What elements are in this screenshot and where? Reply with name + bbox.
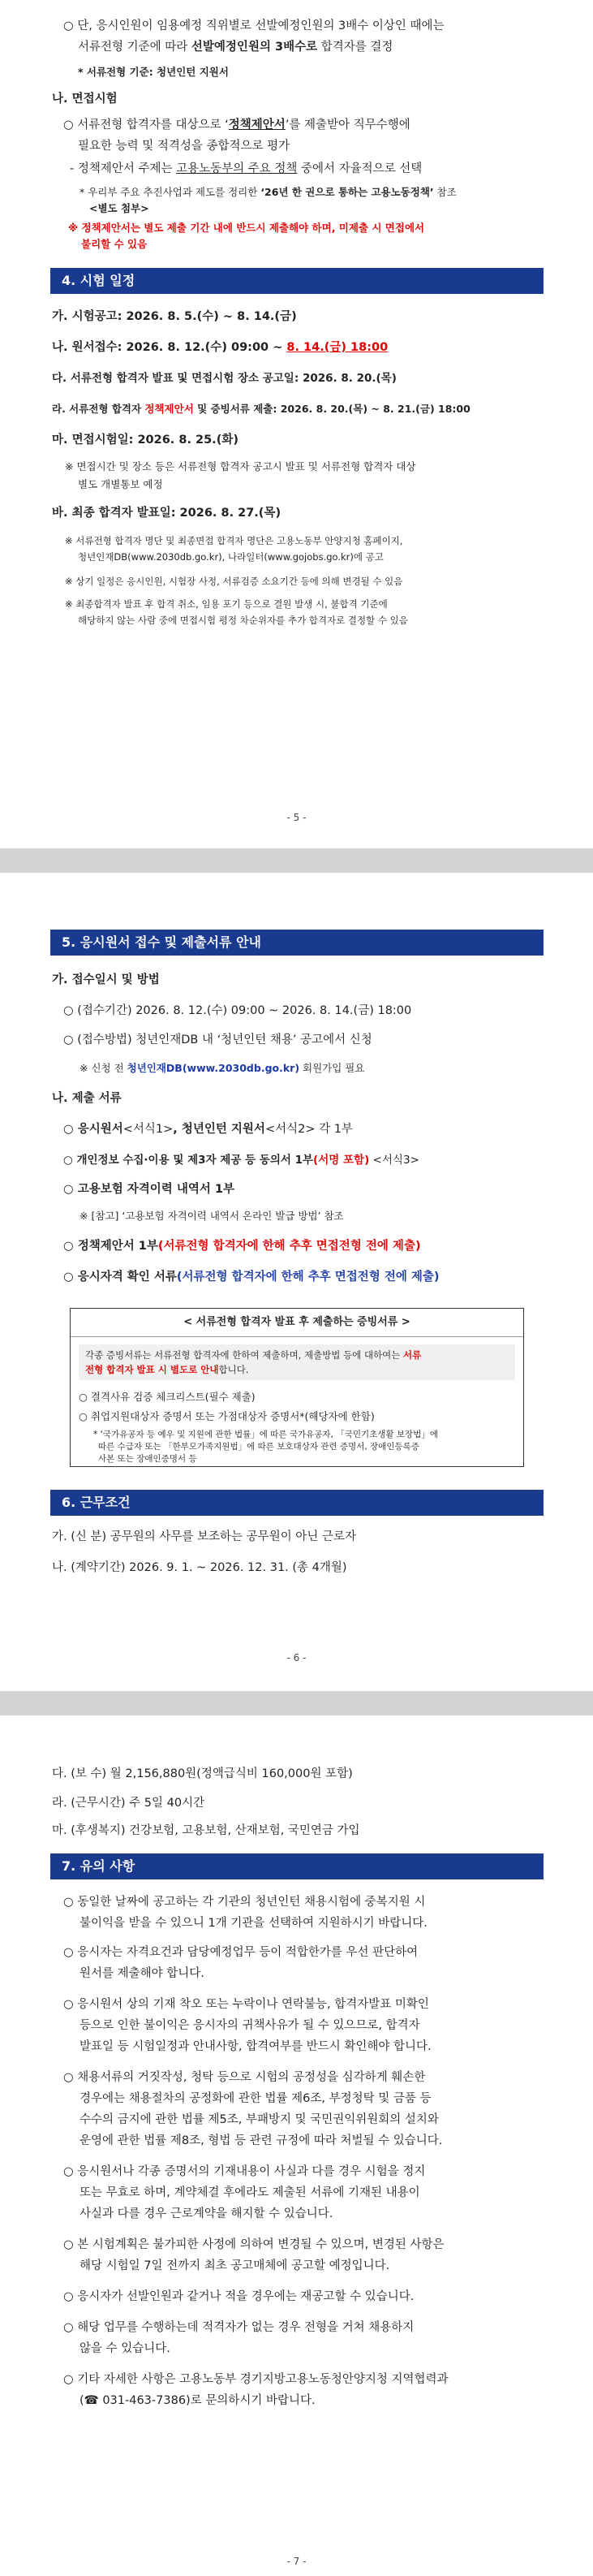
box-note: * ‘국가유공자 등 예우 및 지원에 관한 법률」에 따른 국가유공자, 「국민기초생활 보장법」에 xyxy=(93,1430,438,1439)
notice-item: 경우에는 채용절차의 공정화에 관한 법률 제6조, 부정청탁 및 금품 등 xyxy=(79,2092,432,2105)
box-note: 따른 수급자 또는 「한부모가족지원법」에 따른 보호대상자 관련 증명서, 장애인등록증 xyxy=(98,1442,419,1452)
box-note: 사본 또는 장애인증명서 등 xyxy=(98,1454,197,1464)
bullet-text: ○ 고용보험 자격이력 내역서 1부 xyxy=(63,1183,235,1196)
notice-item: 발표일 등 시험일정과 안내사항, 합격여부를 반드시 확인해야 합니다. xyxy=(79,2040,432,2053)
schedule-item: 나. 원서접수: 2026. 8. 12.(수) 09:00 ~ 8. 14.(금) 18:00 xyxy=(52,341,389,354)
page-7 xyxy=(0,1715,593,2576)
bullet-text: ○ (접수기간) 2026. 8. 12.(수) 09:00 ~ 2026. 8. 14.(금) 18:00 xyxy=(63,1004,412,1017)
box-item: ○ 취업지원대상자 증명서 또는 가점대상자 증명서*(해당자에 한함) xyxy=(79,1410,375,1422)
note-text: 청년인재DB(www.2030db.go.kr), 나라일터(www.gojobs.go.kr)에 공고 xyxy=(78,551,384,563)
box-item: ○ 결격사유 검증 체크리스트(필수 제출) xyxy=(79,1391,256,1403)
notice-item: 해당 시험일 7일 전까지 최초 공고매체에 공고할 예정입니다. xyxy=(79,2259,390,2272)
notice-item: ○ 응시원서 상의 기재 착오 또는 누락이나 연락불능, 합격자발표 미확인 xyxy=(63,1998,429,2011)
note-text: ※ 신청 전 청년인재DB(www.2030db.go.kr) 회원가입 필요 xyxy=(79,1062,365,1074)
schedule-item: 다. 서류전형 합격자 발표 및 면접시험 장소 공고일: 2026. 8. 20.(목) xyxy=(52,372,397,385)
page-5 xyxy=(0,0,593,848)
bullet-text: ○ 응시자격 확인 서류(서류전형 합격자에 한해 추후 면접전형 전에 제출) xyxy=(63,1271,440,1284)
notice-item: 또는 무효로 하며, 계약체결 후에라도 제출된 서류에 기재된 내용이 xyxy=(79,2186,420,2199)
bullet-text: ○ 개인정보 수집·이용 및 제3자 제공 등 동의서 1부(서명 포함) <서식3> xyxy=(63,1154,419,1167)
page-number: - 7 - xyxy=(286,2556,307,2567)
notice-item: 수수의 금지에 관한 법률 제5조, 부패방지 및 국민권익위원회의 설치와 xyxy=(79,2113,439,2126)
note-text: 해당하지 않는 사람 중에 면접시험 평정 차순위자를 추가 합격자로 결정할 수 있음 xyxy=(78,615,408,626)
notice-item: 사실과 다를 경우 근로계약을 해지할 수 있습니다. xyxy=(79,2207,333,2220)
notice-item: ○ 응시자는 자격요건과 담당예정업무 등이 적합한가를 우선 판단하여 xyxy=(63,1946,419,1959)
schedule-item: 마. 면접시험일: 2026. 8. 25.(화) xyxy=(52,434,238,447)
condition-item: 라. (근무시간) 주 5일 40시간 xyxy=(52,1797,205,1810)
notice-item: ○ 해당 업무를 수행하는데 적격자가 없는 경우 전형을 거쳐 채용하지 xyxy=(63,2321,415,2334)
bullet-text: ○ 서류전형 합격자를 대상으로 ‘정책제안서’를 제출받아 직무수행에 xyxy=(63,119,410,132)
bullet-text: ○ 단, 응시인원이 임용예정 직위별로 선발예정인원의 3배수 이상인 때에는 xyxy=(63,19,445,32)
notice-item: 불이익을 받을 수 있으니 1개 기관을 선택하여 지원하시기 바랍니다. xyxy=(79,1917,428,1930)
bullet-text: - 정책제안서 주제는 고용노동부의 주요 정책 중에서 자율적으로 선택 xyxy=(70,162,423,175)
section-7-header: 7. 유의 사항 xyxy=(50,1853,544,1879)
schedule-item: 가. 시험공고: 2026. 8. 5.(수) ~ 8. 14.(금) xyxy=(52,310,297,323)
note-text: ※ [참고] ‘고용보험 자격이력 내역서 온라인 발급 방법’ 참조 xyxy=(79,1210,344,1222)
condition-item: 마. (후생복지) 건강보험, 고용보험, 산재보험, 국민연금 가입 xyxy=(52,1824,360,1837)
page-number: - 6 - xyxy=(286,1652,307,1663)
page-number: - 5 - xyxy=(286,812,307,823)
condition-item: 다. (보 수) 월 2,156,880원(정액급식비 160,000원 포함) xyxy=(52,1767,353,1780)
notice-item: 않을 수 있습니다. xyxy=(79,2342,170,2355)
schedule-item: 라. 서류전형 합격자 정책제안서 및 증빙서류 제출: 2026. 8. 20.(목) ~ 8. 21.(금) 18:00 xyxy=(52,403,471,415)
section-5-header: 5. 응시원서 접수 및 제출서류 안내 xyxy=(50,930,544,956)
notice-item: ○ 응시원서나 각종 증명서의 기재내용이 사실과 다를 경우 시험을 정지 xyxy=(63,2165,426,2178)
condition-item: 나. (계약기간) 2026. 9. 1. ~ 2026. 12. 31. (총 4개월) xyxy=(52,1561,347,1574)
bullet-text: ○ 응시원서<서식1>, 청년인턴 지원서<서식2> 각 1부 xyxy=(63,1123,353,1136)
bullet-text: 서류전형 기준에 따라 선발예정인원의 3배수로 합격자를 결정 xyxy=(78,41,393,54)
notice-item: 등으로 인한 불이익은 응시자의 귀책사유가 될 수 있으므로, 합격자 xyxy=(79,2019,420,2032)
notice-item: 원서를 제출해야 합니다. xyxy=(79,1967,204,1980)
note-text: ※ 서류전형 합격자 명단 및 최종면접 합격자 명단은 고용노동부 안양지청 홈페이지, xyxy=(65,535,403,546)
note-text: <별도 첨부> xyxy=(89,202,149,214)
subsection-heading: 나. 제출 서류 xyxy=(52,1092,122,1105)
notice-item: (☎ 031-463-7386)로 문의하시기 바랍니다. xyxy=(79,2394,316,2407)
warning-text: ※ 정책제안서는 별도 제출 기간 내에 반드시 제출해야 하며, 미제출 시 면접에서 xyxy=(68,222,425,234)
bullet-text: 필요한 능력 및 적격성을 종합적으로 평가 xyxy=(78,140,290,153)
section-4-header: 4. 시험 일정 xyxy=(50,268,544,294)
bullet-text: ○ 정책제안서 1부(서류전형 합격자에 한해 추후 면접전형 전에 제출) xyxy=(63,1240,421,1253)
section-6-header: 6. 근무조건 xyxy=(50,1490,544,1516)
schedule-item: 바. 최종 합격자 발표일: 2026. 8. 27.(목) xyxy=(52,507,281,520)
page-6 xyxy=(0,873,593,1691)
box-title: < 서류전형 합격자 발표 후 제출하는 증빙서류 > xyxy=(71,1309,523,1337)
note-text: ※ 면접시간 및 장소 등은 서류전형 합격자 공고시 발표 및 서류전형 합격자 대상 xyxy=(65,460,416,472)
note-text: ※ 최종합격자 발표 후 합격 취소, 임용 포기 등으로 결원 발생 시, 불합격 기준에 xyxy=(65,598,388,610)
evidence-documents-box xyxy=(70,1308,524,1467)
notice-item: ○ 기타 자세한 사항은 고용노동부 경기지방고용노동청안양지청 지역협력과 xyxy=(63,2373,449,2386)
note-text: 별도 개별통보 예정 xyxy=(78,478,163,490)
warning-text: 불리할 수 있음 xyxy=(81,238,148,250)
notice-item: ○ 본 시험계획은 불가피한 사정에 의하여 변경될 수 있으며, 변경된 사항은 xyxy=(63,2238,445,2251)
box-inner-note: 각종 증빙서류는 서류전형 합격자에 한하여 제출하며, 제출방법 등에 대하여는 서류 전형 합격자 발표 시 별도로 안내합니다. xyxy=(79,1344,515,1380)
subsection-heading: 가. 접수일시 및 방법 xyxy=(52,973,160,986)
notice-item: 운영에 관한 법률 제8조, 형법 등 관련 규정에 따라 처벌될 수 있습니다. xyxy=(79,2134,443,2147)
interview-heading: 나. 면접시험 xyxy=(52,93,118,106)
note-text: ※ 상기 일정은 응시인원, 시험장 사정, 서류검증 소요기간 등에 의해 변경될 수 있음 xyxy=(65,576,403,587)
notice-item: ○ 동일한 날짜에 공고하는 각 기관의 청년인턴 채용시험에 중복지원 시 xyxy=(63,1896,426,1909)
condition-item: 가. (신 분) 공무원의 사무를 보조하는 공무원이 아닌 근로자 xyxy=(52,1530,356,1543)
bullet-text: ○ (접수방법) 청년인재DB 내 ‘청년인턴 채용’ 공고에서 신청 xyxy=(63,1033,372,1046)
note-text: * 우리부 주요 추진사업과 제도를 정리한 ‘26년 한 권으로 통하는 고용노동정책’ 참조 xyxy=(79,186,457,198)
notice-item: ○ 응시자가 선발인원과 같거나 적을 경우에는 재공고할 수 있습니다. xyxy=(63,2290,415,2303)
criteria-note: * 서류전형 기준: 청년인턴 지원서 xyxy=(78,66,229,78)
notice-item: ○ 채용서류의 거짓작성, 청탁 등으로 시험의 공정성을 심각하게 훼손한 xyxy=(63,2071,426,2084)
